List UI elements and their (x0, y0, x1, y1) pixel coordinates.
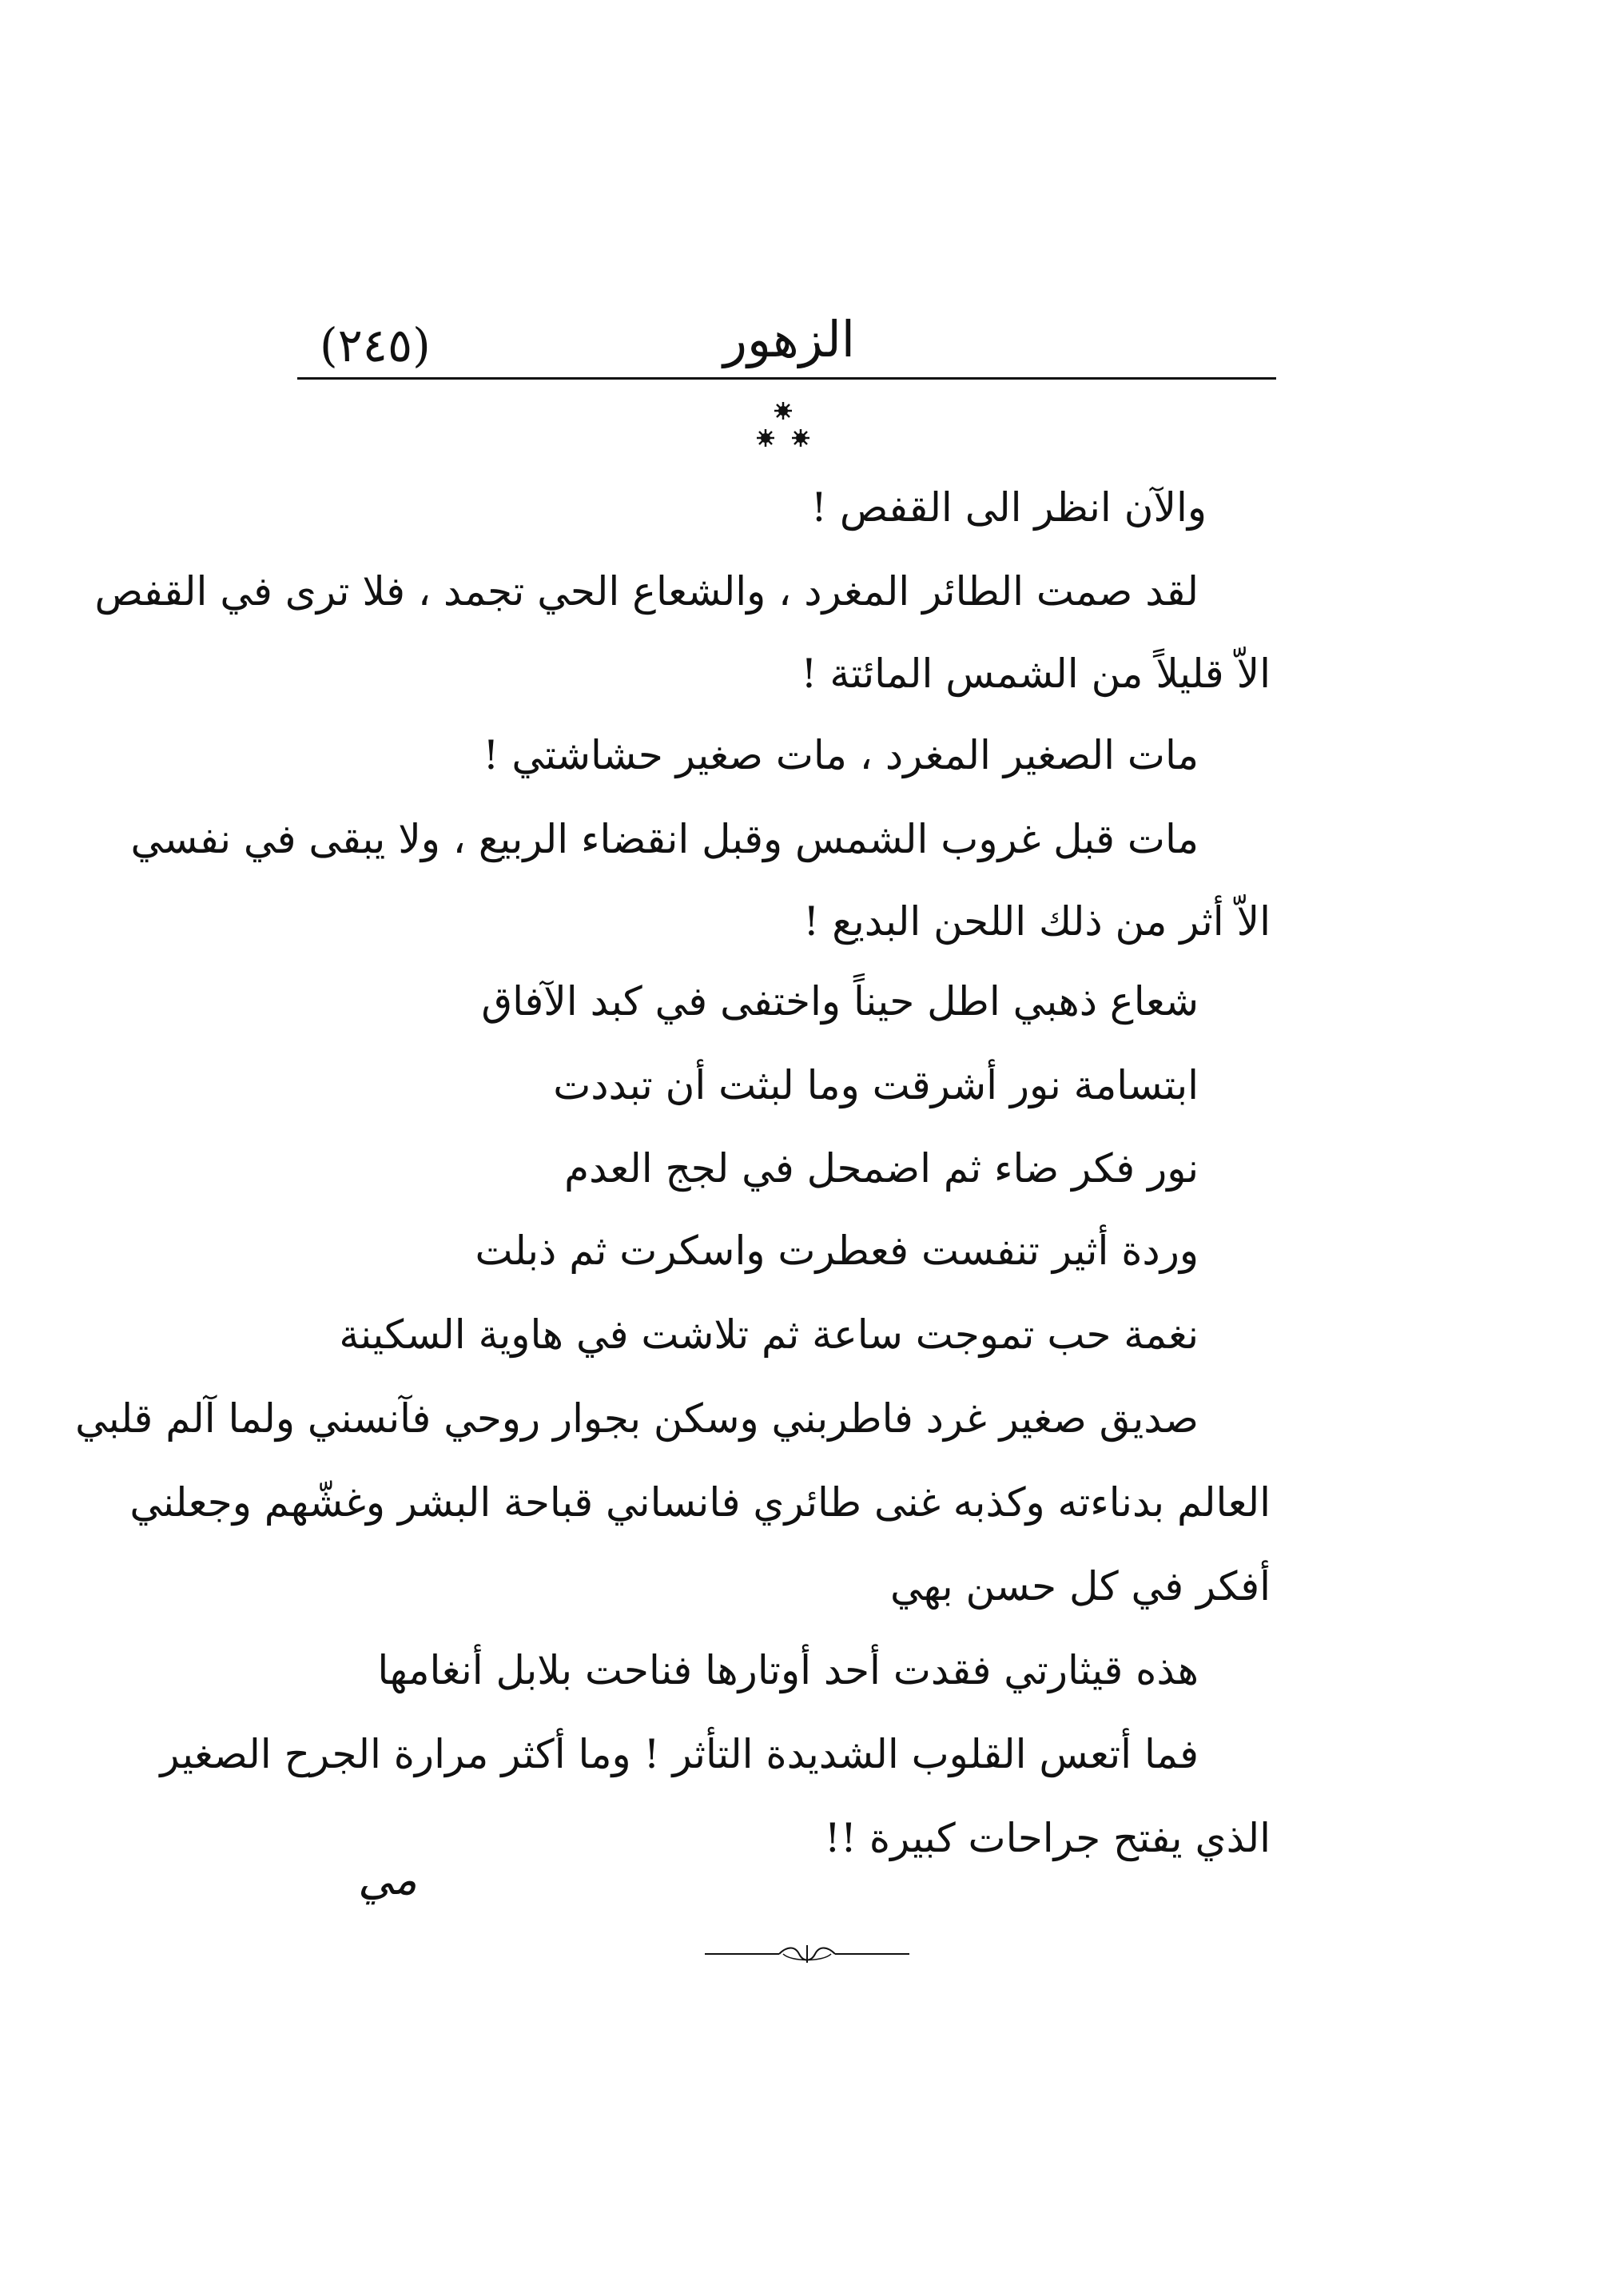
text-line: مات الصغير المغرد ، مات صغير حشاشتي ! (483, 732, 1199, 778)
author-signature: مي (358, 1854, 417, 1904)
text-line: أفكر في كل حسن بهي (889, 1563, 1271, 1610)
text-line: شعاع ذهبي اطل حيناً واختفى في كبد الآفاق (481, 978, 1199, 1025)
text-line: فما أتعس القلوب الشديدة التأثر ! وما أكثر مرارة الجرح الصغير (160, 1731, 1199, 1777)
text-line: نور فكر ضاء ثم اضمحل في لجج العدم (564, 1145, 1199, 1192)
header-rule (297, 377, 1276, 380)
text-line: الذي يفتح جراحات كبيرة !! (824, 1815, 1271, 1861)
text-line: لقد صمت الطائر المغرد ، والشعاع الحي تجمد ، فلا ترى في القفص (94, 568, 1199, 615)
text-line: الاّ قليلاً من الشمس المائتة ! (801, 651, 1271, 697)
text-line: صديق صغير غرد فاطربني وسكن بجوار روحي فآنسني ولما آلم قلبي (75, 1395, 1199, 1442)
text-line: هذه قيثارتي فقدت أحد أوتارها فناحت بلابل أنغامها (377, 1647, 1199, 1693)
text-line: والآن انظر الى القفص ! (810, 484, 1207, 531)
text-line: نغمة حب تموجت ساعة ثم تلاشت في هاوية السكينة (339, 1311, 1199, 1358)
end-ornament-icon (703, 1942, 911, 1966)
text-line: الاّ أثر من ذلك اللحن البديع ! (803, 898, 1271, 945)
text-line: العالم بدناءته وكذبه غنى طائري فانساني قباحة البشر وغشّهم وجعلني (129, 1479, 1271, 1526)
page-number: (٢٤٥) (320, 318, 431, 372)
text-line: مات قبل غروب الشمس وقبل انقضاء الربيع ، ولا يبقى في نفسي (130, 816, 1199, 862)
text-line: وردة أثير تنفست فعطرت واسكرت ثم ذبلت (475, 1228, 1199, 1274)
star-ornament-icon (743, 400, 823, 456)
running-title: الزهور (723, 310, 855, 368)
text-line: ابتسامة نور أشرقت وما لبثت أن تبددت (553, 1062, 1199, 1108)
